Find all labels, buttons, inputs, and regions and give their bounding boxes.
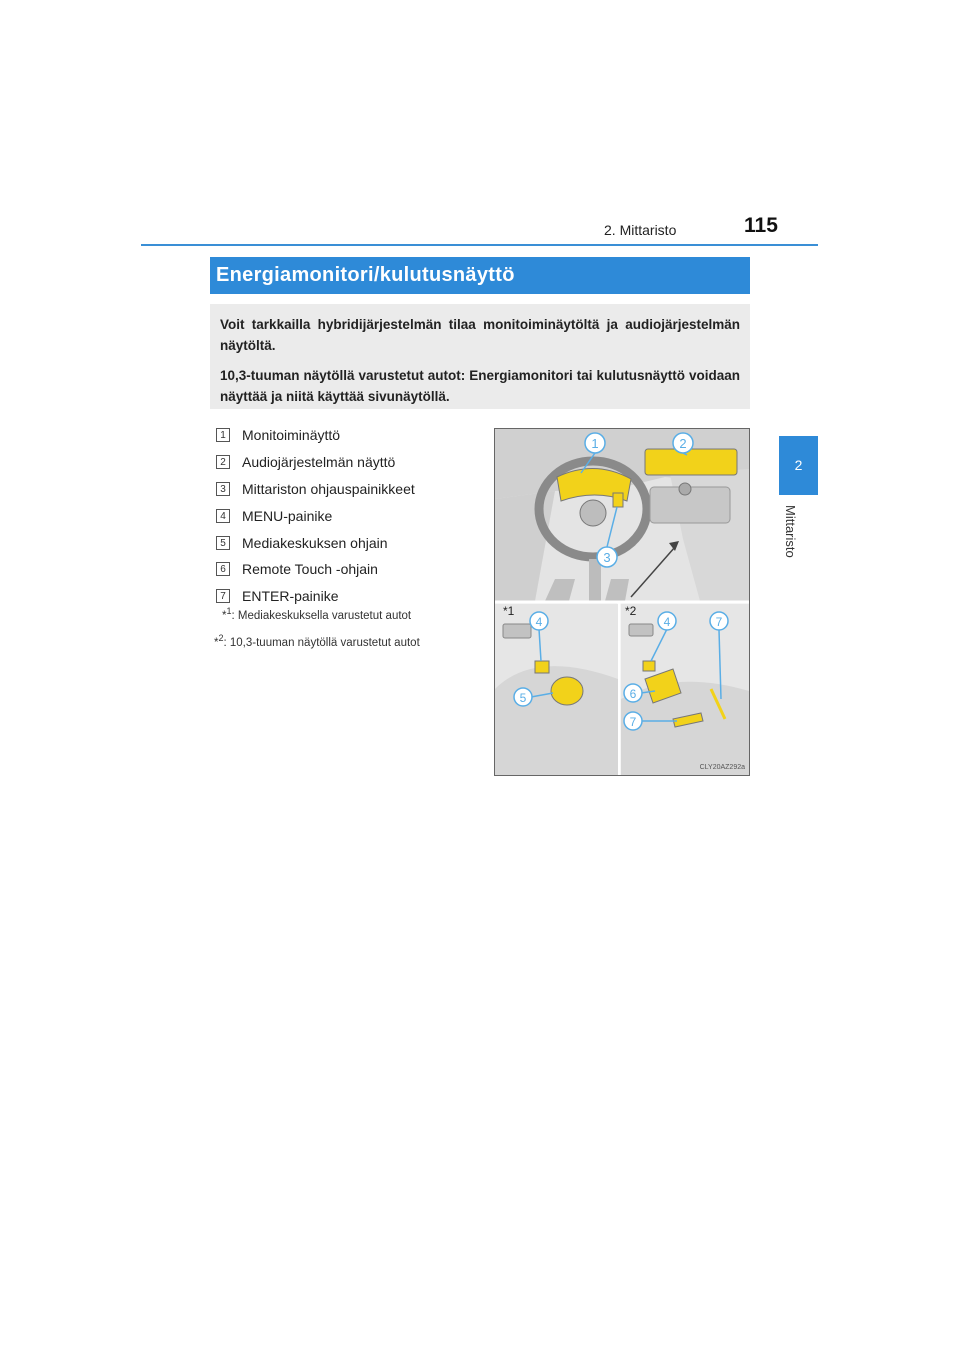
legend-item	[216, 476, 486, 503]
chapter-side-label-text: Mittaristo	[783, 505, 798, 558]
legend-number-box: 5	[216, 536, 230, 550]
legend-number-box: 6	[216, 562, 230, 576]
inset-label-2: *2	[625, 604, 637, 618]
chapter-tab-number: 2	[794, 457, 803, 473]
footnote-text: : 10,3-tuuman näytöllä varustetut autot	[223, 636, 420, 649]
section-heading	[210, 257, 750, 294]
page-number: 115	[744, 214, 778, 237]
legend-item	[216, 556, 486, 583]
intro-paragraph-1: Voit tarkkailla hybridijärjestelmän tilaa monitoiminäytöltä ja audiojärjestelmän näytöltä.	[220, 317, 740, 353]
dashboard-illustration-svg	[495, 429, 749, 775]
inset-label-1: *1	[503, 604, 515, 618]
legend-item	[216, 529, 486, 556]
legend-number-box: 4	[216, 509, 230, 523]
callout-number-6: 6	[629, 687, 637, 701]
callout-number-3: 3	[603, 550, 611, 565]
callout-number-7: 7	[715, 615, 723, 629]
section-title: Energiamonitori/kulutusnäyttö	[216, 264, 515, 286]
dashboard-illustration	[494, 428, 750, 776]
media-controller-highlight	[551, 677, 583, 705]
legend-label: Audiojärjestelmän näyttö	[242, 454, 396, 471]
legend-label: ENTER-painike	[242, 588, 339, 605]
console-button	[503, 624, 531, 638]
chapter-side-label	[784, 505, 812, 585]
legend-item	[216, 449, 486, 476]
footnote-sup: 2	[218, 633, 224, 643]
footnote-mark: *	[214, 636, 219, 649]
legend-item	[216, 502, 486, 529]
callout-number-5: 5	[519, 691, 527, 705]
legend-label: Remote Touch -ohjain	[242, 561, 378, 578]
chapter-title: 2. Mittaristo	[604, 222, 677, 238]
footnote-2	[214, 633, 420, 649]
legend-label: Mediakeskuksen ohjain	[242, 534, 388, 551]
steering-column	[589, 559, 601, 601]
analog-clock-icon	[679, 483, 691, 495]
audio-display-highlight	[645, 449, 737, 475]
console-button	[629, 624, 653, 636]
header-rule	[141, 244, 818, 246]
legend-list	[216, 422, 486, 610]
callout-number-7b: 7	[629, 715, 637, 729]
legend-number-box: 2	[216, 455, 230, 469]
footnote-sup: 1	[226, 606, 232, 616]
chapter-tab	[779, 436, 818, 495]
footnote-text: : Mediakeskuksella varustetut autot	[231, 609, 412, 622]
menu-button-highlight	[643, 661, 655, 671]
footnote-mark: *	[222, 609, 227, 622]
intro-paragraph-2: 10,3-tuuman näytöllä varustetut autot: Energiamonitori tai kulutusnäyttö voidaan näyttää ja niitä käyttää sivunäytöllä.	[220, 368, 740, 404]
legend-number-box: 7	[216, 589, 230, 603]
legend-label: Mittariston ohjauspainikkeet	[242, 480, 415, 497]
meter-control-switch-highlight	[613, 493, 623, 507]
legend-number-box: 3	[216, 482, 230, 496]
intro-box	[210, 304, 750, 409]
menu-button-highlight	[535, 661, 549, 673]
legend-label: Monitoiminäyttö	[242, 427, 341, 444]
callout-number-4b: 4	[663, 615, 671, 629]
callout-number-2: 2	[679, 436, 687, 451]
steering-hub	[580, 500, 606, 526]
callout-number-1: 1	[591, 436, 599, 451]
footnote-1	[222, 606, 411, 622]
figure-code: CLY20AZ292a	[699, 764, 745, 771]
legend-item	[216, 422, 486, 449]
legend-label: MENU-painike	[242, 507, 333, 524]
legend-number-box: 1	[216, 428, 230, 442]
callout-number-4: 4	[535, 615, 543, 629]
